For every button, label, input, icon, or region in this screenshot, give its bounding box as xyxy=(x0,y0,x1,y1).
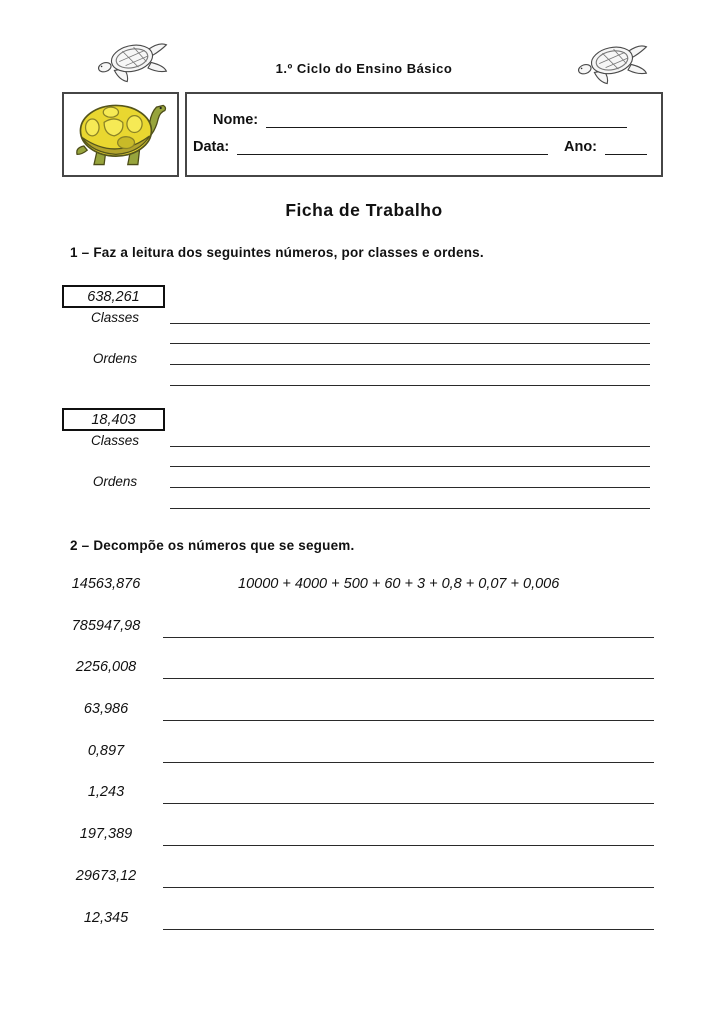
reading-block xyxy=(62,408,650,512)
number-label: 29673,12 xyxy=(75,867,137,884)
answer-line[interactable] xyxy=(170,466,650,467)
blank-row xyxy=(62,368,650,389)
date-line[interactable] xyxy=(237,151,548,155)
decompose-row xyxy=(60,858,654,900)
answer-line[interactable] xyxy=(163,929,654,930)
ordens-row xyxy=(62,347,650,368)
number-label: 63,986 xyxy=(83,701,129,718)
decompose-row xyxy=(60,733,654,775)
date-row xyxy=(193,139,649,155)
number-label: 785947,98 xyxy=(71,617,141,634)
number-label: 1,243 xyxy=(87,784,125,801)
course-title: 1.º Ciclo do Ensino Básico xyxy=(275,61,453,76)
number-label: 197,389 xyxy=(79,826,133,843)
sea-turtle-sketch-icon xyxy=(92,35,172,85)
sea-turtle-sketch-icon xyxy=(572,37,652,87)
ordens-label: Ordens xyxy=(92,474,138,490)
decompose-row xyxy=(60,900,654,942)
answer-line[interactable] xyxy=(170,508,650,509)
year-line[interactable] xyxy=(605,151,647,155)
answer-line[interactable] xyxy=(170,385,650,386)
blank-row xyxy=(62,327,650,348)
student-info-box xyxy=(62,92,663,177)
reading-block xyxy=(62,285,650,389)
answer-line[interactable] xyxy=(163,678,654,679)
decompose-row xyxy=(60,608,654,650)
blank-row xyxy=(62,491,650,512)
decompose-row xyxy=(60,774,654,816)
date-label: Data: xyxy=(193,139,230,156)
student-fields-cell xyxy=(185,92,663,177)
answer-line[interactable] xyxy=(163,720,654,721)
decompose-row xyxy=(60,816,654,858)
ordens-row xyxy=(62,470,650,491)
answer-line[interactable] xyxy=(170,446,650,447)
classes-label: Classes xyxy=(90,432,139,448)
answer-line[interactable] xyxy=(170,323,650,324)
decomposition-example: 10000 + 4000 + 500 + 60 + 3 + 0,8 + 0,07 + 0,006 xyxy=(238,576,560,592)
year-label: Ano: xyxy=(563,139,597,156)
classes-row xyxy=(62,429,650,450)
name-line[interactable] xyxy=(266,124,627,128)
classes-row xyxy=(62,306,650,327)
number-box: 638,261 xyxy=(62,285,165,308)
name-label: Nome: xyxy=(213,111,259,128)
answer-line[interactable] xyxy=(170,487,650,488)
number-label: 2256,008 xyxy=(75,659,137,676)
answer-line[interactable] xyxy=(163,762,654,763)
number-box: 18,403 xyxy=(62,408,165,431)
answer-line[interactable] xyxy=(163,803,654,804)
tortoise-icon xyxy=(69,97,173,173)
tortoise-image-cell xyxy=(62,92,179,177)
decompose-rows xyxy=(60,608,654,942)
name-row xyxy=(193,112,649,128)
blank-row xyxy=(62,450,650,471)
worksheet-title: Ficha de Trabalho xyxy=(285,200,443,220)
decompose-example-row xyxy=(60,566,654,608)
number-label: 12,345 xyxy=(83,909,129,926)
answer-line[interactable] xyxy=(163,637,654,638)
answer-line[interactable] xyxy=(170,343,650,344)
answer-line[interactable] xyxy=(163,887,654,888)
ordens-label: Ordens xyxy=(92,351,138,367)
exercise2-prompt: 2 – Decompõe os números que se seguem. xyxy=(70,538,355,553)
reading-lines xyxy=(62,429,650,512)
reading-lines xyxy=(62,306,650,389)
number-label: 14563,876 xyxy=(71,576,141,592)
answer-line[interactable] xyxy=(170,364,650,365)
decompose-row xyxy=(60,691,654,733)
exercise1-prompt: 1 – Faz a leitura dos seguintes números, por classes e ordens. xyxy=(70,245,484,260)
number-label: 0,897 xyxy=(87,742,125,759)
decompose-row xyxy=(60,649,654,691)
decompose-section xyxy=(60,566,654,941)
classes-label: Classes xyxy=(90,309,139,325)
answer-line[interactable] xyxy=(163,845,654,846)
